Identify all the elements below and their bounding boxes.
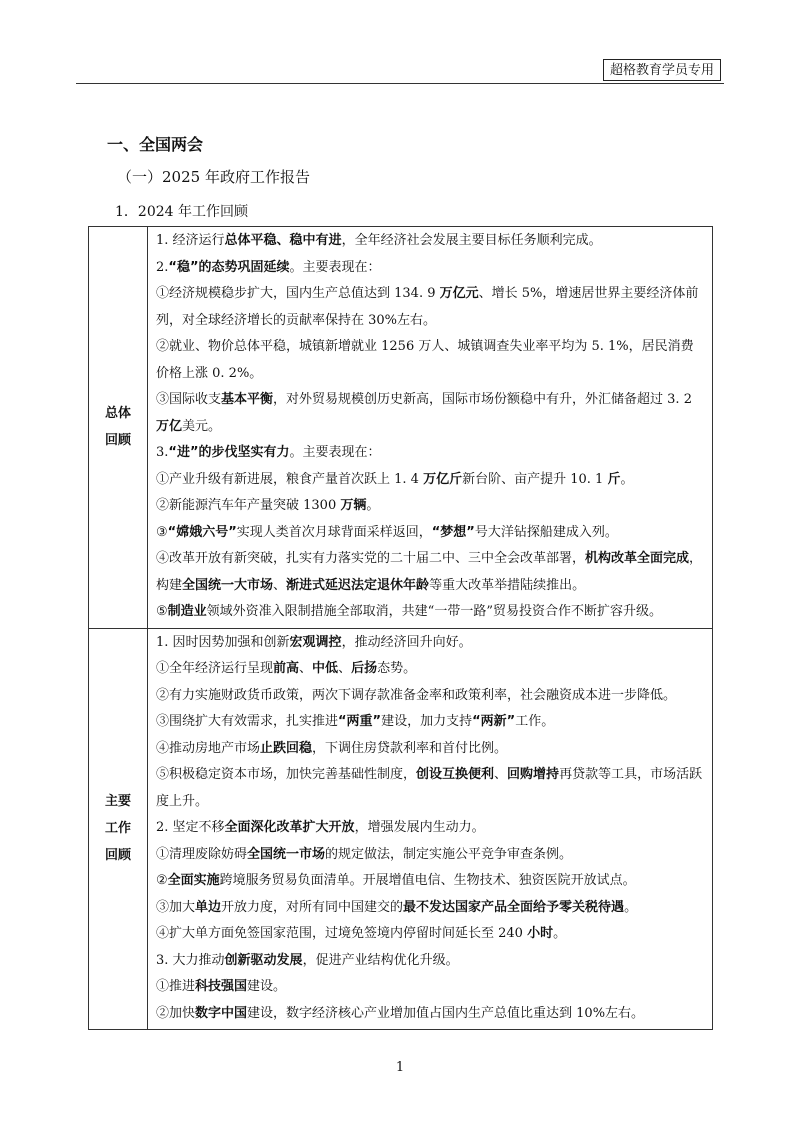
body-text: 跨境服务贸易负面清单。开展增值电信、生物技术、独资医院开放试点。: [219, 873, 636, 888]
body-text: ④扩大单方面免签国家范围，过境免签境内停留时间延长至 240: [156, 926, 528, 941]
emphasis-text: 全国统一市场: [247, 846, 326, 862]
body-text: ，构建: [156, 551, 703, 593]
section-row: [89, 227, 713, 629]
body-text: ①全年经济运行呈现: [156, 661, 274, 676]
body-text: 美元。: [182, 418, 222, 434]
body-text: ，对外贸易规模创历史新高，国际市场份额稳中有升，外汇储备超过 3. 2: [273, 392, 692, 407]
body-text: 建设，数字经济核心产业增加值占国内生产总值比重达到 10%左右。: [247, 1005, 645, 1021]
emphasis-text: 中低: [312, 661, 339, 676]
emphasis-text: 止跌回稳: [260, 740, 313, 756]
emphasis-text: 万辆: [340, 498, 367, 513]
emphasis-text: 小时: [527, 926, 554, 941]
body-text: 再贷款等工具，市场活跃度上升。: [156, 767, 703, 809]
body-text: 2.: [156, 259, 169, 275]
section-label: [89, 227, 148, 629]
body-text: ，下调住房贷款利率和首付比例。: [312, 740, 508, 756]
emphasis-text: 总体平稳、稳中有进: [224, 233, 342, 248]
page-number: 1: [395, 1060, 405, 1075]
review-table: [88, 226, 713, 1030]
body-text: ③围绕扩大有效需求，扎实推进: [156, 714, 339, 729]
body-text: 1. 经济运行: [156, 233, 225, 248]
body-text: ，全年经济社会发展主要目标任务顺利完成。: [341, 233, 602, 248]
content-paragraph: [156, 334, 706, 387]
body-text: 2. 坚定不移: [156, 820, 225, 835]
section-label: [89, 628, 148, 1030]
emphasis-text: 数字中国: [195, 1005, 248, 1021]
content-paragraph: [156, 467, 706, 494]
section-label-line: 回顾: [104, 848, 131, 864]
body-text: 、增长 5%，增速居世界主要经济体前列，对全球经济增长的贡献率保持在 30%左右。: [156, 286, 699, 328]
body-text: 。: [366, 498, 380, 513]
body-text: ②: [156, 873, 168, 888]
body-text: 1. 因时因势加强和创新: [156, 634, 290, 650]
heading-level3: 1．2024 年工作回顾: [115, 204, 248, 220]
watermark-stamp: 超格教育学员专用: [603, 59, 721, 81]
emphasis-text: “梦想”: [431, 524, 475, 540]
emphasis-text: 单边: [195, 899, 222, 915]
emphasis-text: “进”的步伐坚实有力: [168, 445, 290, 460]
body-text: 。主要表现在：: [289, 259, 381, 275]
emphasis-text: 机构改革全面完成: [585, 551, 690, 566]
body-text: 。主要表现在：: [289, 445, 381, 460]
body-text: ①推进: [156, 979, 196, 994]
body-text: ⑤: [156, 604, 168, 619]
emphasis-text: 基本平衡: [221, 392, 274, 407]
body-text: 工作。: [515, 714, 555, 729]
content-paragraph: [156, 815, 706, 842]
emphasis-text: 万亿斤: [423, 471, 463, 487]
heading-level1: 一、全国两会: [107, 135, 204, 154]
emphasis-text: “两重”: [338, 714, 382, 729]
content-paragraph: [156, 387, 706, 440]
body-text: ①产业升级有新进展，粮食产量首次跃上 1. 4: [156, 471, 424, 487]
content-paragraph: [156, 630, 706, 657]
content-paragraph: [156, 736, 706, 763]
body-text: ③加大: [156, 899, 196, 915]
body-text: ②有力实施财政货币政策，两次下调存款准备金率和政策利率，社会融资成本进一步降低。: [156, 687, 677, 703]
body-text: ③国际收支: [156, 392, 222, 407]
content-paragraph: [156, 440, 706, 467]
content-paragraph: [156, 842, 706, 869]
body-text: 开放力度，对所有同中国建交的: [221, 899, 404, 915]
section-label-line: 工作: [104, 821, 131, 837]
content-paragraph: [156, 921, 706, 948]
content-paragraph: [156, 683, 706, 710]
body-text: ④改革开放有新突破，扎实有力落实党的二十届二中、三中全会改革部署，: [156, 551, 586, 566]
emphasis-text: 全面实施: [167, 873, 220, 888]
content-paragraph: [156, 493, 706, 520]
body-text: 实现人类首次月球背面采样返回，: [236, 524, 432, 540]
content-paragraph: [156, 281, 706, 334]
body-text: 3. 大力推动: [156, 952, 225, 968]
content-paragraph: [156, 974, 706, 1001]
content-paragraph: [156, 762, 706, 815]
emphasis-text: 制造业: [167, 604, 207, 619]
emphasis-text: 回购增持: [507, 767, 560, 782]
body-text: 建设，加力支持: [381, 714, 473, 729]
content-paragraph: [156, 599, 706, 626]
content-paragraph: [156, 948, 706, 975]
section-label-line: 回顾: [104, 433, 131, 449]
section-label-line: 主要: [104, 794, 131, 810]
emphasis-text: 全面深化改革扩大开放: [224, 820, 355, 835]
emphasis-text: 全国统一大市场: [182, 577, 274, 593]
heading-level2: （一）2025 年政府工作报告: [117, 168, 310, 186]
emphasis-text: “嫦娥六号”: [167, 524, 237, 540]
emphasis-text: 万亿元: [439, 286, 479, 301]
body-text: ②就业、物价总体平稳，城镇新增就业 1256 万人、城镇调查失业率平均为 5. 1%，居民消费价格上涨 0. 2%。: [156, 339, 694, 381]
emphasis-text: 创新驱动发展: [224, 952, 303, 968]
content-paragraph: [156, 255, 706, 282]
body-text: 。: [620, 471, 634, 487]
emphasis-text: 科技强国: [195, 979, 248, 994]
emphasis-text: 斤: [607, 471, 621, 487]
emphasis-text: “稳”的态势巩固延续: [168, 259, 290, 275]
content-paragraph: [156, 709, 706, 736]
content-paragraph: [156, 520, 706, 547]
body-text: 。: [553, 926, 567, 941]
body-text: 态势。: [377, 661, 417, 676]
content-paragraph: [156, 1001, 706, 1028]
emphasis-text: 前高: [273, 661, 300, 676]
body-text: 建设。: [247, 979, 287, 994]
section-label-line: 总体: [104, 406, 131, 422]
body-text: 等重大改革举措陆续推出。: [429, 577, 586, 593]
body-text: 号大洋钻探船建成入列。: [474, 524, 618, 540]
emphasis-text: 最不发达国家产品全面给予零关税待遇: [403, 899, 625, 915]
section-content: [148, 227, 713, 629]
body-text: ，促进产业结构优化升级。: [302, 952, 459, 968]
emphasis-text: 万亿: [156, 418, 183, 434]
content-paragraph: [156, 868, 706, 895]
body-text: 领域外资准入限制措施全部取消，共建“一带一路”贸易投资合作不断扩容升级。: [206, 604, 662, 619]
body-text: ④推动房地产市场: [156, 740, 261, 756]
body-text: ①清理废除妨碍: [156, 846, 248, 862]
content-paragraph: [156, 546, 706, 599]
emphasis-text: “两新”: [472, 714, 516, 729]
header-rule: [76, 83, 724, 84]
emphasis-text: 创设互换便利: [416, 767, 495, 782]
content-paragraph: [156, 895, 706, 922]
body-text: 3.: [156, 445, 169, 460]
body-text: ②加快: [156, 1005, 196, 1021]
body-text: 。: [624, 899, 638, 915]
body-text: 、: [299, 661, 313, 676]
content-paragraph: [156, 656, 706, 683]
body-text: ③: [156, 524, 168, 540]
body-text: ①经济规模稳步扩大，国内生产总值达到 134. 9: [156, 286, 440, 301]
emphasis-text: 渐进式延迟法定退休年龄: [286, 577, 430, 593]
emphasis-text: 宏观调控: [289, 634, 342, 650]
body-text: ②新能源汽车年产量突破 1300: [156, 498, 341, 513]
body-text: ，推动经济回升向好。: [341, 634, 472, 650]
section-row: [89, 628, 713, 1030]
body-text: 新台阶、亩产提升 10. 1: [462, 471, 608, 487]
body-text: ，增强发展内生动力。: [354, 820, 485, 835]
body-text: 的规定做法，制定实施公平竞争审查条例。: [325, 846, 573, 862]
content-paragraph: [156, 228, 706, 255]
body-text: 、: [494, 767, 508, 782]
body-text: 、: [338, 661, 352, 676]
body-text: ⑤积极稳定资本市场，加快完善基础性制度，: [156, 767, 417, 782]
section-content: [148, 628, 713, 1030]
emphasis-text: 后扬: [351, 661, 378, 676]
body-text: 、: [273, 577, 287, 593]
